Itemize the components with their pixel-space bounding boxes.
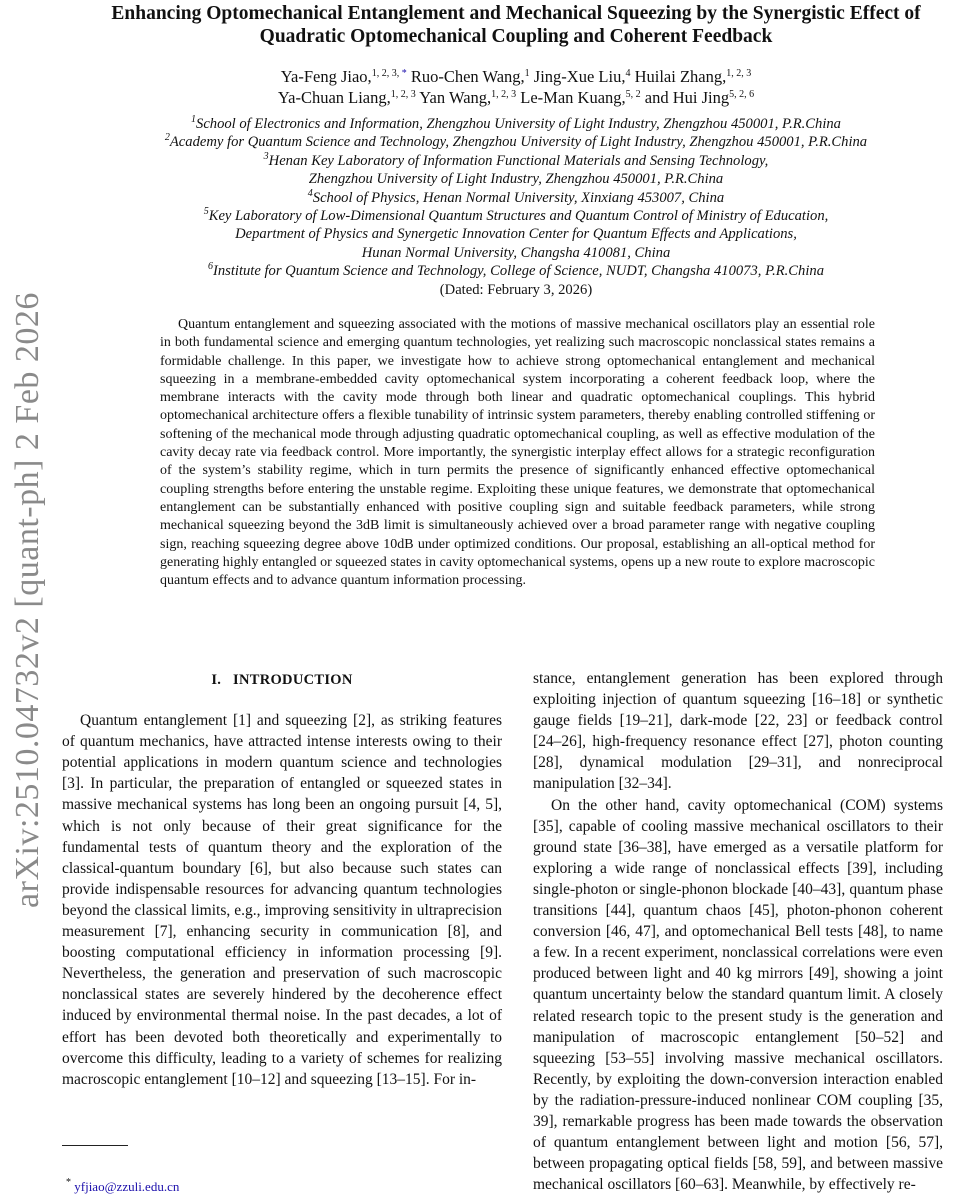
- author-list: [60, 66, 972, 108]
- date-line: (Dated: February 3, 2026): [439, 281, 593, 298]
- footnote: [66, 1179, 179, 1195]
- author-name: Jing-Xue Liu,: [533, 67, 626, 86]
- paper-title: [60, 2, 972, 48]
- affiliation-5-cont-2: Hunan Normal University, Changsha 410081, China: [361, 244, 671, 261]
- affiliation-2: $^2$Academy for Quantum Science and Technology, Zhengzhou University of Light Industry, Zhengzhou 450001, P.R.China: [164, 132, 868, 151]
- arxiv-identifier: arXiv:2510.04732v2 [quant-ph] 2 Feb 2026: [9, 292, 46, 908]
- author-line-1: [60, 66, 972, 87]
- author-affil-sup: 5, 2: [625, 89, 641, 100]
- author-and: and: [644, 88, 669, 107]
- affiliation-4: $^4$School of Physics, Henan Normal University, Xinxiang 453007, China: [307, 187, 725, 206]
- intro-paragraph-2: On the other hand, cavity optomechanical (COM) systems [35], capable of cooling massive mechanical oscillators to their ground state [36–38], have emerged as a versatile platform for exploring a wide range of nonclassical effects [39], including single-photon or single-phonon blockade [40–43], quantum phase transitions [44], quantum chaos [45], photon-phonon coherent conversion [46, 47], and optomechanical Bell tests [48], to name a few. In a recent experiment, nonclassical correlations were even produced between light and 40 kg mirrors [49], showing a joint quantum uncertainty below the standard quantum limit. A closely related research topic to the present study is the generation and manipulation of macroscopic entanglement [50–52] and squeezing [53–55] involving massive mechanical oscillators. Recently, by exploiting the down-conversion interaction enabled by the radiation-pressure-induced nonlinear COM coupling [35, 39], remarkable progress has been made towards the observation of quantum entanglement between light and motion [56, 57], between propagating optical fields [58, 59], and between massive mechanical oscillators [60–63]. Meanwhile, by effectively re-: [533, 796, 943, 1194]
- footnote-rule: [62, 1145, 128, 1146]
- author-affil-sup: 1: [524, 68, 530, 79]
- author-name: Hui Jing: [672, 88, 730, 107]
- footnote-marker: *: [66, 1177, 71, 1188]
- affiliation-3-cont: Zhengzhou University of Light Industry, Zhengzhou 450001, P.R.China: [308, 171, 724, 188]
- author-affil-sup: 1, 2, 3: [390, 89, 416, 100]
- affiliation-3: $^3$Henan Key Laboratory of Information Functional Materials and Sensing Technology,: [263, 150, 769, 169]
- affiliation-1: $^1$School of Electronics and Information, Zhengzhou University of Light Industry, Zhengzhou 450001, P.R.China: [191, 114, 841, 132]
- author-affil-sup: 1, 2, 3, *: [371, 68, 407, 79]
- arxiv-sidebar-stamp: [0, 0, 56, 1200]
- section-number: I.: [211, 672, 222, 688]
- author-name: Ruo-Chen Wang,: [410, 67, 525, 86]
- corresponding-author-marker[interactable]: *: [399, 68, 407, 79]
- abstract-text: Quantum entanglement and squeezing associated with the motions of massive mechanical oscillators play an essential role in both fundamental science and emerging quantum technologies, yet realizing such macroscopic nonclassical states remains a formidable challenge. In this paper, we investigate how to achieve strong optomechanical entanglement and mechanical squeezing in a membrane-embedded cavity optomechanical system incorporating a coherent feedback loop, where the membrane interacts with the cavity mode through both linear and quadratic optomechanical couplings. This hybrid optomechanical architecture offers a flexible tunability of intrinsic system parameters, thereby enabling controlled stiffening or softening of the mechanical mode through adjusting quadratic optomechanical coupling, as well as effective modulation of the cavity decay rate via feedback control. More importantly, the synergistic interplay effect allows for a strategic reconfiguration of the system’s stability regime, which in turn permits the presence of significantly enhanced effective optomechanical coupling strengths before entering the unstable regime. Exploiting these unique features, we demonstrate that optomechanical entanglement can be substantially enhanced with positive coupling sign and suitable feedback parameters, while strong mechanical squeezing beyond the 3dB limit is simultaneously achieved over a broad parameter range with negative coupling sign, reaching squeezing degree above 10dB under optimized conditions. Our proposal, establishing an all-optical method for generating highly entangled or squeezed states in cavity optomechanical systems, opens up a new route to explore macroscopic quantum effects and to advance quantum information processing.: [160, 317, 875, 589]
- author-name: Ya-Feng Jiao,: [280, 67, 372, 86]
- affiliation-5-cont: Department of Physics and Synergetic Innovation Center for Quantum Effects and Applications,: [235, 226, 797, 243]
- section-heading: [62, 670, 502, 691]
- intro-paragraph-1-cont: stance, entanglement generation has been explored through exploiting injection of quantum squeezing [16–18] or synthetic gauge fields [19–21], dark-mode [22, 23] or feedback control [24–26], high-frequency resonance effect [27], photon counting [28], dynamical modulation [29–31], and nonreciprocal manipulation [32–34].: [533, 670, 943, 793]
- affiliation-list: [60, 115, 972, 299]
- intro-paragraph-1: Quantum entanglement [1] and squeezing [2], as striking features of quantum mechanics, have attracted intense interests owing to their potential applications in modern quantum science and technologies [3]. In particular, the preparation of entangled or squeezed states in massive mechanical systems has long been an ongoing pursuit [4, 5], which is not only because of their great significance for the fundamental tests of quantum theory and the exploration of the classical-quantum boundary [6], but also because such states can provide indispensable resources for advancing quantum technologies beyond the classical limits, e.g., improving sensitivity in ultraprecision measurement [7], enhancing security in communication [8], and boosting computational efficiency in information processing [9]. Nevertheless, the generation and preservation of such macroscopic nonclassical states are severely hindered by the decoherence effect induced by environmental thermal noise. In the past decades, a lot of effort has been devoted both theoretically and experimentally to overcome this difficulty, leading to a variety of schemes for realizing macroscopic entanglement [10–12] and squeezing [13–15]. For in-: [62, 712, 502, 1088]
- author-affil-sup: 4: [625, 68, 631, 79]
- title-line-1: Enhancing Optomechanical Entanglement and Mechanical Squeezing by the Synergistic Effect of: [111, 3, 921, 24]
- section-title: INTRODUCTION: [233, 672, 353, 688]
- author-affil-sup: 1, 2, 3: [491, 89, 517, 100]
- title-line-2: Quadratic Optomechanical Coupling and Coherent Feedback: [259, 26, 773, 47]
- affiliation-6: $^6$Institute for Quantum Science and Technology, College of Science, NUDT, Changsha 410073, P.R.China: [208, 261, 824, 280]
- author-affil-sup: 5, 2, 6: [729, 89, 755, 100]
- abstract: [160, 316, 875, 590]
- left-column: [62, 670, 502, 1090]
- author-name: Le-Man Kuang,: [520, 88, 626, 107]
- author-affil-sup: 1, 2, 3: [726, 68, 752, 79]
- right-column: [533, 668, 943, 1195]
- author-line-2: [60, 87, 972, 108]
- affiliation-5: $^5$Key Laboratory of Low-Dimensional Quantum Structures and Quantum Control of Ministry of Education,: [203, 206, 829, 225]
- author-name: Ya-Chuan Liang,: [277, 88, 391, 107]
- author-name: Huilai Zhang,: [634, 67, 727, 86]
- corresponding-email-link[interactable]: yfjiao@zzuli.edu.cn: [74, 1179, 180, 1194]
- author-name: Yan Wang,: [419, 88, 492, 107]
